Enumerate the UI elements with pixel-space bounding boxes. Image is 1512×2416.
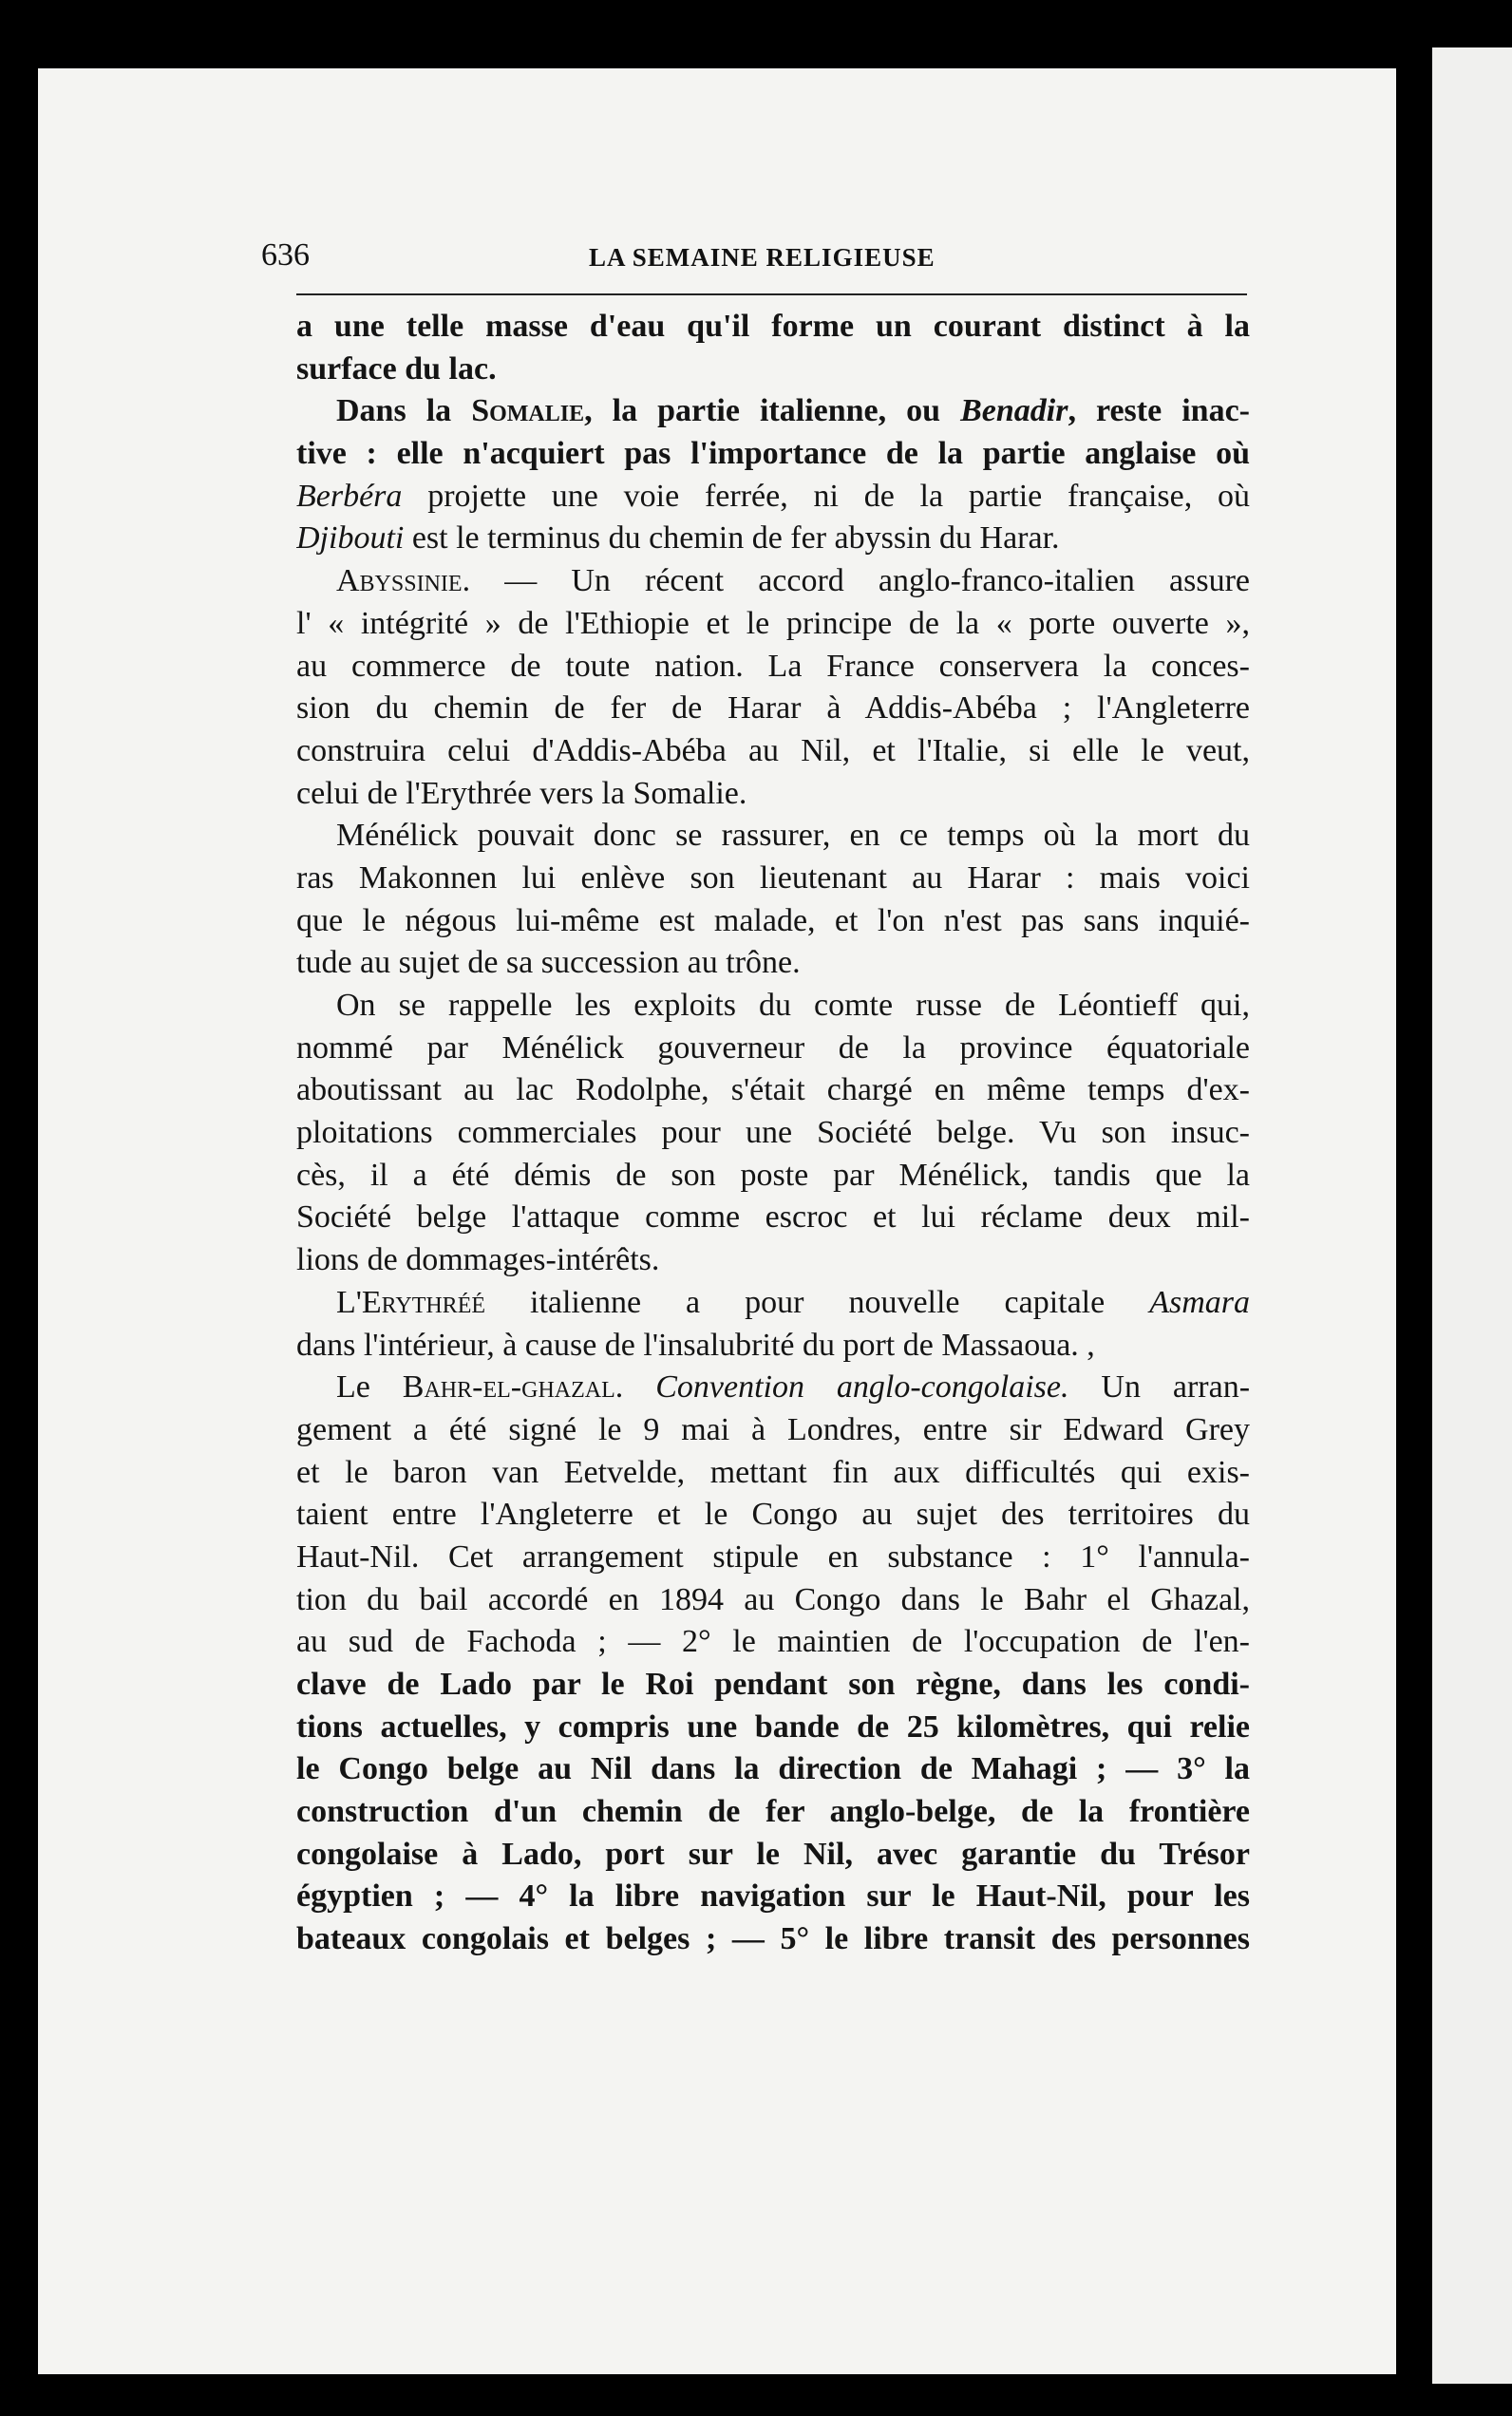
text-segment: Dans la: [336, 393, 472, 429]
text-line: [296, 646, 1250, 689]
text-line: [296, 1494, 1250, 1537]
text-line: [296, 1239, 1250, 1282]
text-segment: au commerce de toute nation. La France conservera la conces-: [296, 648, 1250, 684]
text-segment: construira celui d'Addis-Abéba au Nil, et l'Italie, si elle le veut,: [296, 732, 1250, 768]
text-segment: , reste inac-: [1068, 393, 1250, 429]
text-line: [296, 773, 1250, 816]
text-segment: Asmara: [1149, 1284, 1250, 1320]
text-line: [296, 1155, 1250, 1198]
header-rule: [296, 293, 1247, 295]
text-line: [296, 985, 1250, 1028]
text-line: [296, 730, 1250, 773]
text-line: [296, 1197, 1250, 1239]
text-line: [296, 306, 1250, 349]
text-segment: et le baron van Eetvelde, mettant fin aux difficultés qui exis-: [296, 1454, 1250, 1490]
text-segment: Convention anglo-congolaise.: [655, 1369, 1069, 1406]
text-segment: lions de dommages-intérêts.: [296, 1242, 660, 1278]
text-segment: aboutissant au lac Rodolphe, s'était chargé en même temps d'ex-: [296, 1072, 1250, 1108]
text-line: [296, 1069, 1250, 1112]
text-segment: L': [336, 1284, 362, 1320]
text-line: [296, 900, 1250, 943]
text-segment: tude au sujet de sa succession au trône.: [296, 945, 801, 981]
text-segment: Abyssinie: [336, 563, 463, 599]
page-number: 636: [261, 237, 310, 273]
text-line: [296, 1537, 1250, 1579]
text-segment: celui de l'Erythrée vers la Somalie.: [296, 775, 747, 811]
text-segment: , la partie italienne, ou: [584, 393, 961, 429]
text-line: [296, 1282, 1250, 1325]
text-segment: On se rappelle les exploits du comte russe de Léontieff qui,: [336, 988, 1250, 1023]
text-segment: est le terminus du chemin de fer abyssin du Harar.: [404, 520, 1060, 557]
text-segment: Benadir: [960, 393, 1068, 429]
text-segment: congolaise à Lado, port sur le Nil, avec garantie du Trésor: [296, 1836, 1250, 1872]
text-segment: tion du bail accordé en 1894 au Congo dans le Bahr el Ghazal,: [296, 1581, 1250, 1617]
text-segment: . — Un récent accord anglo-franco-italien assure: [462, 563, 1250, 599]
text-line: [296, 1664, 1250, 1707]
text-segment: bateaux congolais et belges ; — 5° le libre transit des personnes: [296, 1921, 1250, 1957]
text-segment: Erythréé: [361, 1284, 486, 1320]
text-line: [296, 1325, 1250, 1368]
text-line: [296, 1918, 1250, 1961]
text-line: [296, 942, 1250, 985]
text-segment: égyptien ; — 4° la libre navigation sur le Haut-Nil, pour les: [296, 1878, 1250, 1915]
text-segment: Société belge l'attaque comme escroc et lui réclame deux mil-: [296, 1199, 1250, 1236]
text-line: [296, 476, 1250, 519]
text-segment: Djibouti: [296, 520, 405, 557]
text-segment: l' « intégrité » de l'Ethiopie et le principe de la « porte ouverte »,: [296, 605, 1250, 641]
text-line: [296, 1748, 1250, 1791]
text-segment: Un arran-: [1068, 1369, 1250, 1406]
text-line: [296, 858, 1250, 900]
text-segment: Haut-Nil. Cet arrangement stipule en substance : 1° l'annula-: [296, 1538, 1250, 1575]
text-segment: Ménélick pouvait donc se rassurer, en ce temps où la mort du: [336, 818, 1250, 854]
text-segment: taient entre l'Angleterre et le Congo au sujet des territoires du: [296, 1497, 1250, 1533]
text-line: [296, 560, 1250, 603]
text-line: [296, 1452, 1250, 1495]
text-segment: que le négous lui-même est malade, et l'on n'est pas sans inquié-: [296, 902, 1250, 938]
running-title: LA SEMAINE RELIGIEUSE: [589, 243, 936, 272]
text-segment: nommé par Ménélick gouverneur de la province équatoriale: [296, 1029, 1250, 1066]
text-line: [296, 603, 1250, 646]
text-segment: Le: [336, 1369, 403, 1406]
text-segment: le Congo belge au Nil dans la direction de Mahagi ; — 3° la: [296, 1751, 1250, 1787]
text-line: [296, 518, 1250, 560]
text-line: [296, 815, 1250, 858]
text-segment: gement a été signé le 9 mai à Londres, entre sir Edward Grey: [296, 1411, 1250, 1447]
text-segment: Berbéra: [296, 478, 403, 514]
text-segment: clave de Lado par le Roi pendant son règne, dans les condi-: [296, 1667, 1250, 1702]
text-segment: a une telle masse d'eau qu'il forme un courant distinct à la: [296, 309, 1250, 344]
text-segment: italienne a pour nouvelle capitale: [485, 1284, 1150, 1320]
text-segment: au sud de Fachoda ; — 2° le maintien de l'occupation de l'en-: [296, 1624, 1250, 1660]
text-line: [296, 433, 1250, 476]
adjacent-page-edge: [1432, 47, 1512, 2384]
text-line: [296, 1579, 1250, 1622]
text-line: [296, 1791, 1250, 1834]
text-segment: surface du lac.: [296, 350, 497, 387]
text-segment: sion du chemin de fer de Harar à Addis-Abéba ; l'Angleterre: [296, 690, 1250, 727]
text-line: [296, 390, 1250, 433]
text-line: [296, 1621, 1250, 1664]
text-segment: Somalie: [471, 393, 585, 429]
text-line: [296, 1707, 1250, 1749]
text-segment: ploitations commerciales pour une Société belge. Vu son insuc-: [296, 1115, 1250, 1151]
text-line: [296, 1112, 1250, 1155]
text-line: [296, 1028, 1250, 1070]
body-text: [296, 306, 1250, 1961]
text-line: [296, 688, 1250, 730]
text-segment: ras Makonnen lui enlève son lieutenant au Harar : mais voici: [296, 859, 1250, 896]
text-line: [296, 1367, 1250, 1409]
text-line: [296, 1409, 1250, 1452]
text-segment: dans l'intérieur, à cause de l'insalubrité du port de Massaoua. ,: [296, 1327, 1095, 1363]
text-line: [296, 1876, 1250, 1918]
text-segment: cès, il a été démis de son poste par Ménélick, tandis que la: [296, 1157, 1250, 1193]
text-line: [296, 349, 1250, 391]
text-segment: Bahr-el-ghazal: [402, 1369, 615, 1406]
text-segment: tions actuelles, y compris une bande de 25 kilomètres, qui relie: [296, 1708, 1250, 1745]
text-segment: .: [614, 1369, 656, 1406]
text-segment: construction d'un chemin de fer anglo-belge, de la frontière: [296, 1794, 1250, 1830]
text-segment: projette une voie ferrée, ni de la partie française, où: [402, 478, 1250, 514]
text-segment: tive : elle n'acquiert pas l'importance de la partie anglaise où: [296, 436, 1250, 472]
text-line: [296, 1834, 1250, 1877]
